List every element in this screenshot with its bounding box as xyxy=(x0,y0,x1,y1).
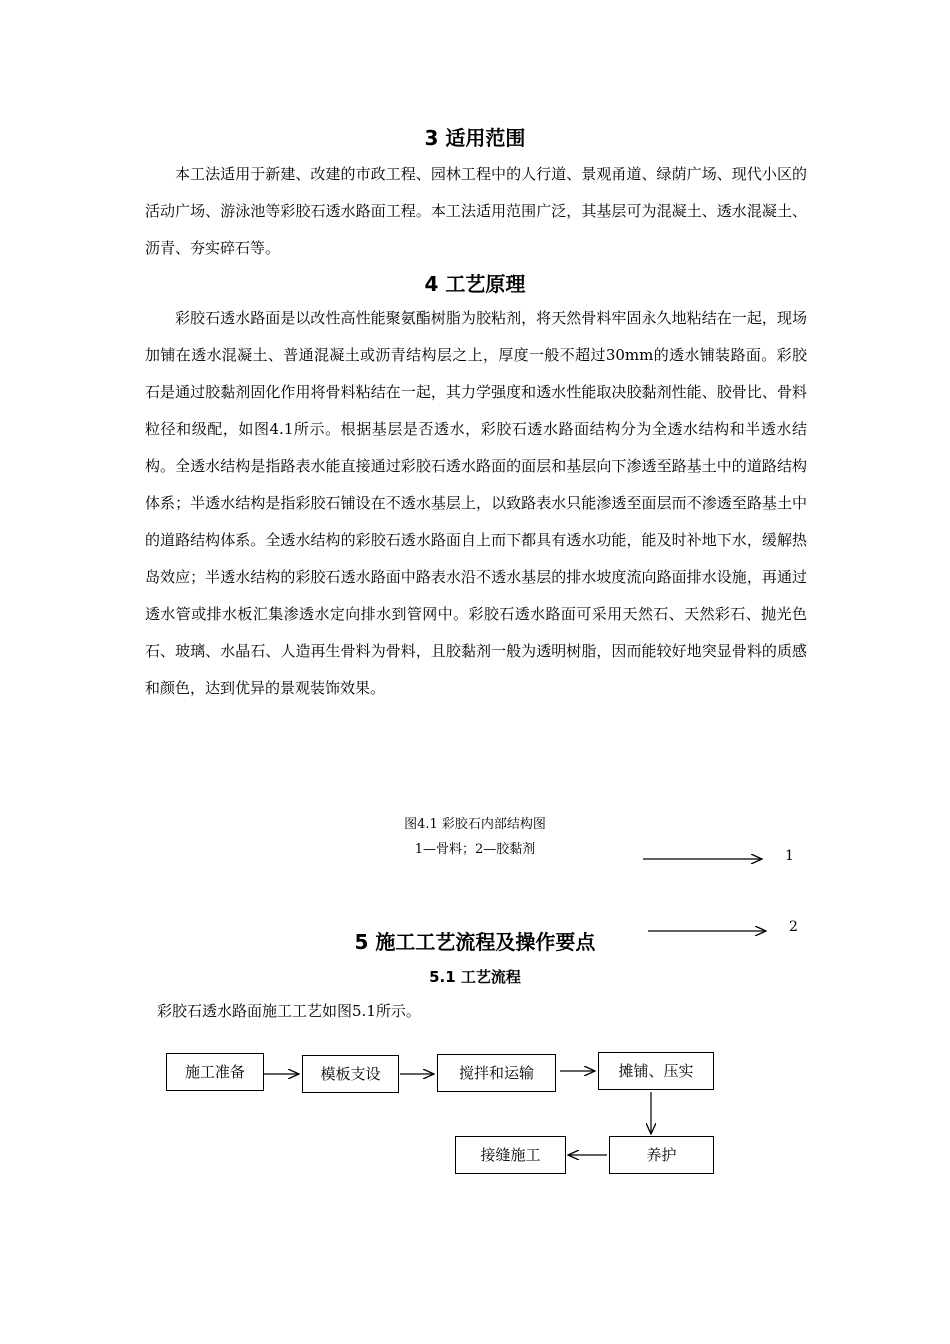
figure-label-2: 2 xyxy=(789,919,798,935)
flow-step-joint-construction: 接缝施工 xyxy=(455,1136,566,1174)
flow-step-formwork: 模板支设 xyxy=(302,1055,399,1093)
figure-4-1-caption: 图4.1 彩胶石内部结构图 xyxy=(404,817,546,832)
section-4-heading: 4 工艺原理 xyxy=(424,272,526,296)
section-5-heading: 5 施工工艺流程及操作要点 xyxy=(354,930,596,954)
figure-4-1-legend: 1—骨料；2—胶黏剂 xyxy=(414,842,536,857)
section-3-heading: 3 适用范围 xyxy=(424,126,526,150)
section-4-paragraph: 彩胶石透水路面是以改性高性能聚氨酯树脂为胶粘剂，将天然骨料牢固永久地粘结在一起，现场加铺在透水混凝土、普通混凝土或沥青结构层之上，厚度一般不超过30mm的透水铺装路面。彩胶石是通过胶黏剂固化作用将骨料粘结在一起，其力学强度和透水性能取决胶黏剂性能、胶骨比、骨料粒径和级配，如图4.1所示。根据基层是否透水，彩胶石透水路面结构分为全透水结构和半透水结构。全透水结构是指路表水能直接通过彩胶石透水路面的面层和基层向下渗透至路基土中的道路结构体系；半透水结构是指彩胶石铺设在不透水基层上，以致路表水只能渗透至面层而不渗透至路基土中的道路结构体系。全透水结构的彩胶石透水路面自上而下都具有透水功能，能及时补地下水，缓解热岛效应；半透水结构的彩胶石透水路面中路表水沿不透水基层的排水坡度流向路面排水设施，再通过透水管或排水板汇集渗透水定向排水到管网中。彩胶石透水路面可采用天然石、天然彩石、抛光色石、玻璃、水晶石、人造再生骨料为骨料，且胶黏剂一般为透明树脂，因而能较好地突显骨料的质感和颜色，达到优异的景观装饰效果。 xyxy=(145,309,807,697)
flow-step-paving-compaction: 摊铺、压实 xyxy=(598,1052,714,1090)
section-5-1-heading: 5.1 工艺流程 xyxy=(429,968,521,986)
section-5-1-intro: 彩胶石透水路面施工工艺如图5.1所示。 xyxy=(157,1002,421,1020)
flow-step-mixing-transport: 搅拌和运输 xyxy=(437,1054,556,1092)
flow-step-preparation: 施工准备 xyxy=(166,1053,264,1091)
figure-label-1: 1 xyxy=(785,848,794,864)
flow-step-curing: 养护 xyxy=(609,1136,714,1174)
section-3-paragraph: 本工法适用于新建、改建的市政工程、园林工程中的人行道、景观甬道、绿荫广场、现代小区的活动广场、游泳池等彩胶石透水路面工程。本工法适用范围广泛，其基层可为混凝土、透水混凝土、沥青、夯实碎石等。 xyxy=(145,165,807,257)
